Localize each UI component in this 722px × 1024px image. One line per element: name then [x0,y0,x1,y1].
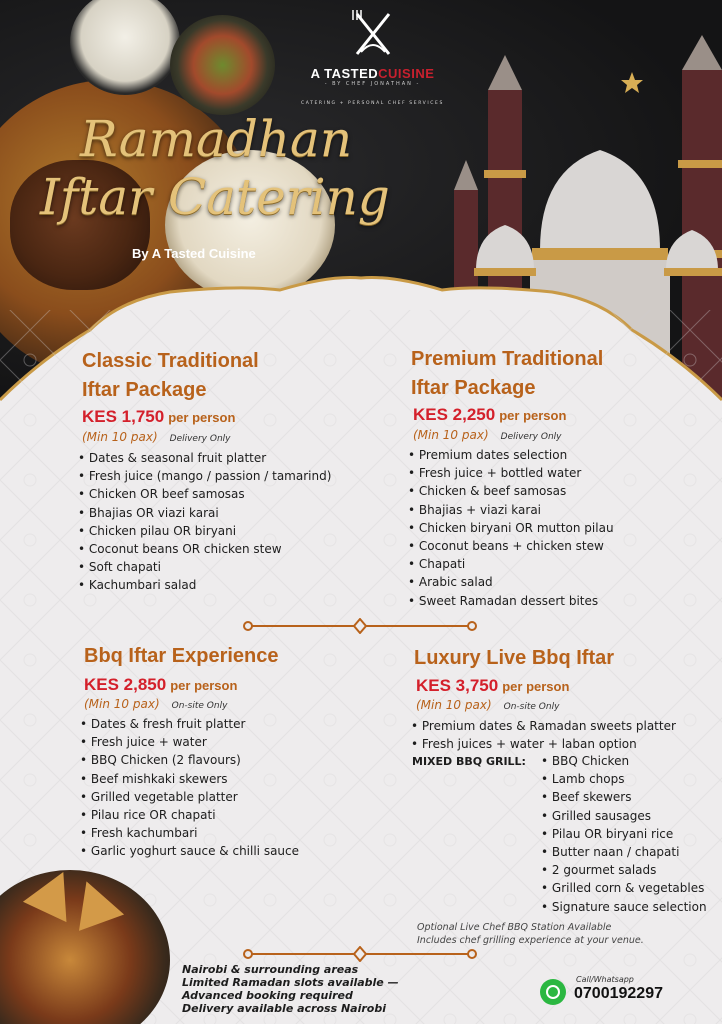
list-item: • Coconut beans OR chicken stew [78,540,331,558]
brand-name: A TASTEDCUISINE [310,66,435,81]
list-item: • Signature sauce selection [541,898,707,916]
list-item: • Fresh juice + water [80,733,299,751]
list-item: • Fresh juices + water + laban option [411,735,676,753]
list-item: • Chicken OR beef samosas [78,485,331,503]
package-bbq-min: (Min 10 pax) On-site Only [84,697,228,711]
list-item: • Premium dates & Ramadan sweets platter [411,717,676,735]
package-luxury-price: KES 3,750 per person [416,676,570,695]
hero-title-line2: Iftar Catering [40,168,390,226]
package-classic-title: Classic Traditional Iftar Package [82,350,259,401]
package-bbq-items [80,715,299,861]
brand-tagline: CATERING + PERSONAL CHEF SERVICES [301,101,444,106]
package-bbq-title: Bbq Iftar Experience [84,645,279,667]
list-item: • Beef skewers [541,788,707,806]
list-item: • Dates & fresh fruit platter [80,715,299,733]
list-item: • Coconut beans + chicken stew [408,537,614,555]
list-item: • BBQ Chicken (2 flavours) [80,751,299,769]
list-item: • Beef mishkaki skewers [80,770,299,788]
ornament-divider [240,618,480,634]
list-item: • Fresh kachumbari [80,824,299,842]
list-item: • Chicken pilau OR biryani [78,522,331,540]
hero-title-line1: Ramadhan [80,110,353,168]
package-premium-items [408,446,614,610]
package-premium-title: Premium Traditional Iftar Package [411,348,604,399]
contact-label: Call/Whatsapp [576,975,634,984]
list-item: • Bhajias + viazi karai [408,501,614,519]
package-luxury-items [411,717,676,753]
list-item: • Grilled corn & vegetables [541,879,707,897]
list-item: • Garlic yoghurt sauce & chilli sauce [80,842,299,860]
list-item: • Grilled vegetable platter [80,788,299,806]
list-item: • Arabic salad [408,573,614,591]
list-item: • Chicken & beef samosas [408,482,614,500]
package-luxury-title: Luxury Live Bbq Iftar [414,647,615,669]
package-bbq-price: KES 2,850 per person [84,675,238,694]
package-classic-price: KES 1,750 per person [82,407,236,426]
list-item: • Pilau OR biryani rice [541,825,707,843]
brand-byline: - BY CHEF JONATHAN - [324,81,421,87]
contact-phone[interactable]: 0700192297 [574,985,663,1002]
list-item: • Soft chapati [78,558,331,576]
list-item: • Bhajias OR viazi karai [78,504,331,522]
package-premium-price: KES 2,250 per person [413,405,567,424]
package-classic-items [78,449,331,595]
list-item: • Butter naan / chapati [541,843,707,861]
list-item: • BBQ Chicken [541,752,707,770]
list-item: • Premium dates selection [408,446,614,464]
ornament-divider [240,946,480,962]
footer-notes: Nairobi & surrounding areas Limited Ramadan slots available — Advanced booking required Delivery available across Nairobi [182,963,399,1015]
list-item: • Dates & seasonal fruit platter [78,449,331,467]
hero-subtitle: By A Tasted Cuisine [132,246,256,261]
package-luxury-min: (Min 10 pax) On-site Only [416,698,560,712]
list-item: • Pilau rice OR chapati [80,806,299,824]
list-item: • Kachumbari salad [78,576,331,594]
list-item: • Lamb chops [541,770,707,788]
package-premium-min: (Min 10 pax) Delivery Only [413,428,562,442]
list-item: • Grilled sausages [541,807,707,825]
list-item: • 2 gourmet salads [541,861,707,879]
list-item: • Fresh juice (mango / passion / tamarind) [78,467,331,485]
package-luxury-grill-items [541,752,707,916]
list-item: • Fresh juice + bottled water [408,464,614,482]
whatsapp-icon [540,979,566,1005]
package-classic-min: (Min 10 pax) Delivery Only [82,430,231,444]
list-item: • Chapati [408,555,614,573]
list-item: • Chicken biryani OR mutton pilau [408,519,614,537]
live-station-note: Optional Live Chef BBQ Station Available Includes chef grilling experience at your venue. [417,922,644,946]
grill-label: MIXED BBQ GRILL: [412,755,526,768]
list-item: • Sweet Ramadan dessert bites [408,592,614,610]
